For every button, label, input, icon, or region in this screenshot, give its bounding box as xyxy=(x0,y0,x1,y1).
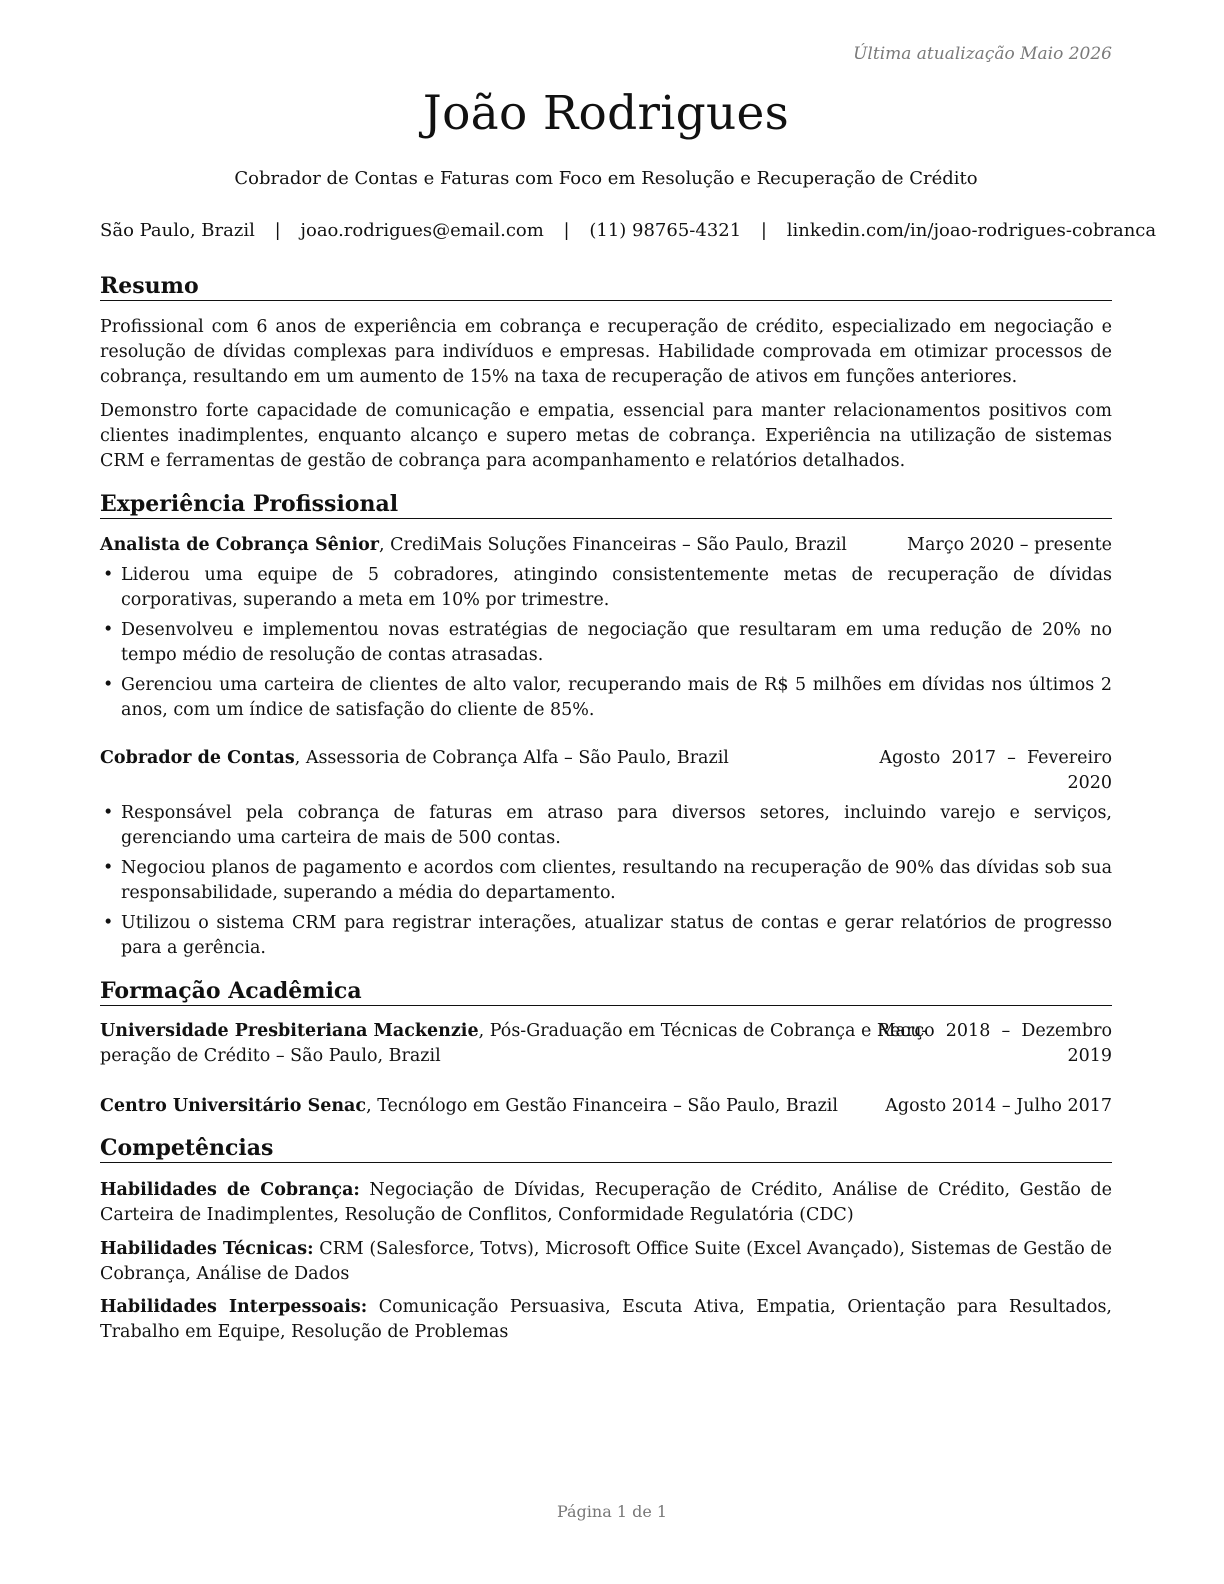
skill-label: Habilidades Interpessoais: xyxy=(100,1297,368,1317)
bullet-icon: • xyxy=(103,913,114,933)
education-degree: , Tecnólogo em Gestão Financeira – São Paulo, Brazil xyxy=(366,1096,838,1116)
job-dates xyxy=(879,746,1112,796)
job-dates-line: 2020 xyxy=(1067,773,1112,793)
contact-separator: | xyxy=(274,220,281,241)
education-dates-line: Março 2018 – Dezembro xyxy=(877,1021,1112,1041)
section-title-skills: Competências xyxy=(100,1134,1112,1163)
education-school: Universidade Presbiteriana Mackenzie xyxy=(100,1021,479,1041)
education-school-degree xyxy=(100,1019,927,1069)
list-item xyxy=(100,618,1112,668)
section-title-experience: Experiência Profissional xyxy=(100,490,1112,519)
contact-separator: | xyxy=(760,220,767,241)
page-footer: Página 1 de 1 xyxy=(556,1502,668,1521)
list-item xyxy=(100,911,1112,961)
list-item xyxy=(100,673,1112,723)
contact-phone: (11) 98765-4321 xyxy=(589,220,742,241)
education-dates: Agosto 2014 – Julho 2017 xyxy=(885,1096,1112,1116)
skill-label: Habilidades de Cobrança: xyxy=(100,1180,360,1200)
education-degree: , Pós-Graduação em Técnicas de Cobrança e Recu- xyxy=(478,1021,928,1041)
skill-text: Comunicação Persuasiva, Escuta Ativa, Empatia, Orientação para Resultados, Trabalho em Equipe, Resolução de Problemas xyxy=(100,1297,1112,1342)
list-item xyxy=(100,801,1112,851)
section-title-summary: Resumo xyxy=(100,272,1112,301)
bullet-text: Gerenciou uma carteira de clientes de alto valor, recuperando mais de R$ 5 milhões em dívidas nos últimos 2 anos, com um índice de satisfação do cliente de 85%. xyxy=(121,675,1112,720)
job-company: , Assessoria de Cobrança Alfa – São Paulo, Brazil xyxy=(294,748,729,768)
bullet-text: Responsável pela cobrança de faturas em atraso para diversos setores, incluindo varejo e serviços, gerenciando uma carteira de mais de 500 contas. xyxy=(121,803,1112,848)
job-title-company xyxy=(100,533,847,558)
last-updated: Última atualização Maio 2026 xyxy=(853,44,1112,64)
education-line xyxy=(100,1019,927,1044)
bullet-icon: • xyxy=(103,675,114,695)
bullet-icon: • xyxy=(103,803,114,823)
bullet-icon: • xyxy=(103,858,114,878)
skill-label: Habilidades Técnicas: xyxy=(100,1239,314,1259)
job-dates: Março 2020 – presente xyxy=(907,535,1112,555)
list-item xyxy=(100,563,1112,613)
contact-line xyxy=(100,220,1157,241)
bullet-text: Desenvolveu e implementou novas estratégias de negociação que resultaram em uma redução de 20% no tempo médio de resolução de contas atrasadas. xyxy=(121,620,1112,665)
list-item xyxy=(100,856,1112,906)
headline: Cobrador de Contas e Faturas com Foco em Resolução e Recuperação de Crédito xyxy=(234,168,978,189)
skill-text: Negociação de Dívidas, Recuperação de Crédito, Análise de Crédito, Gestão de Carteira de Inadimplentes, Resolução de Conflitos, Conformidade Regulatória (CDC) xyxy=(100,1180,1112,1225)
summary-paragraph: Demonstro forte capacidade de comunicação e empatia, essencial para manter relacionamentos positivos com clientes inadimplentes, enquanto alcanço e supero metas de cobrança. Experiência na utilização de sistemas CRM e ferramentas de gestão de cobrança para acompanhamento e relatórios detalhados. xyxy=(100,401,1112,471)
summary-paragraph: Profissional com 6 anos de experiência em cobrança e recuperação de crédito, especializado em negociação e resolução de dívidas complexas para indivíduos e empresas. Habilidade comprovada em otimizar processos de cobrança, resultando em um aumento de 15% na taxa de recuperação de ativos em funções anteriores. xyxy=(100,317,1112,387)
bullet-text: Utilizou o sistema CRM para registrar interações, atualizar status de contas e gerar relatórios de progresso para a gerência. xyxy=(121,913,1112,958)
job-company: , CrediMais Soluções Financeiras – São Paulo, Brazil xyxy=(379,535,847,555)
contact-email[interactable]: joao.rodrigues@email.com xyxy=(300,220,544,241)
contact-linkedin[interactable]: linkedin.com/in/joao-rodrigues-cobranca xyxy=(786,220,1157,241)
job-role: Analista de Cobrança Sênior xyxy=(100,535,380,555)
candidate-name: João Rodrigues xyxy=(422,86,790,141)
bullet-icon: • xyxy=(103,565,114,585)
education-line: peração de Crédito – São Paulo, Brazil xyxy=(100,1046,441,1066)
education-school-degree xyxy=(100,1094,838,1119)
resume-page xyxy=(100,0,1157,1584)
contact-location: São Paulo, Brazil xyxy=(100,220,255,241)
bullet-text: Negociou planos de pagamento e acordos com clientes, resultando na recuperação de 90% das dívidas sob sua responsabilidade, superando a média do departamento. xyxy=(121,858,1112,903)
skill-group xyxy=(100,1178,1112,1228)
education-school: Centro Universitário Senac xyxy=(100,1096,367,1116)
contact-separator: | xyxy=(563,220,570,241)
job-dates-line: Agosto 2017 – Fevereiro xyxy=(879,748,1112,768)
skill-text: CRM (Salesforce, Totvs), Microsoft Office Suite (Excel Avançado), Sistemas de Gestão de Cobrança, Análise de Dados xyxy=(100,1239,1112,1284)
bullet-text: Liderou uma equipe de 5 cobradores, atingindo consistentemente metas de recuperação de dívidas corporativas, superando a meta em 10% por trimestre. xyxy=(121,565,1112,610)
job-role: Cobrador de Contas xyxy=(100,748,295,768)
education-dates-line: 2019 xyxy=(1067,1046,1112,1066)
job-bullets xyxy=(100,801,1112,966)
skill-group xyxy=(100,1237,1112,1287)
section-title-education: Formação Acadêmica xyxy=(100,977,1112,1006)
bullet-icon: • xyxy=(103,620,114,640)
job-bullets xyxy=(100,563,1112,728)
education-dates xyxy=(878,1019,1112,1069)
job-title-company xyxy=(100,746,729,771)
skill-group xyxy=(100,1295,1112,1345)
